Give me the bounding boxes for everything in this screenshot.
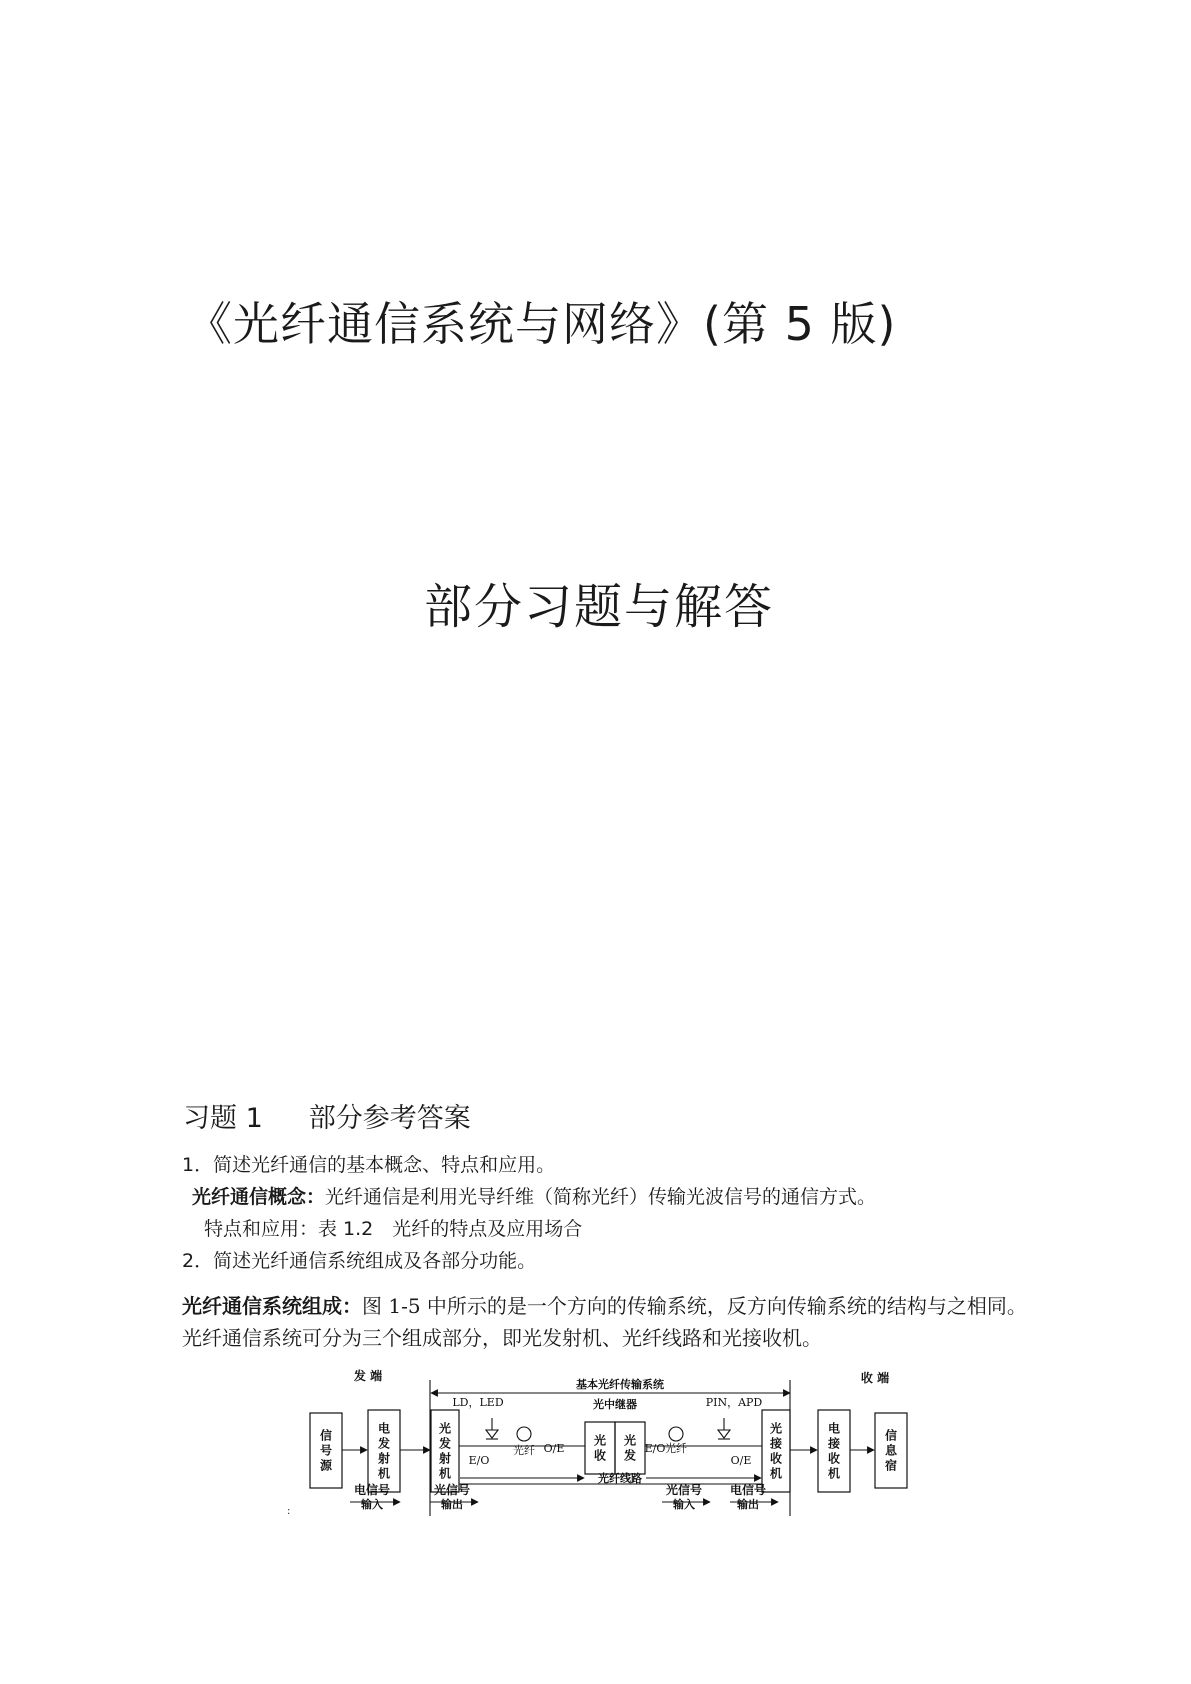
system-diagram [300,1366,920,1516]
opt-input-label-1: 光信号 [665,1483,703,1497]
electrical-receiver-box-char: 收 [827,1451,841,1466]
elec-input-label-1: 电信号 [353,1483,391,1497]
fiber-coil-icon-left [517,1427,531,1441]
photodiode-icon [718,1430,730,1438]
electrical-receiver-box-char: 接 [827,1436,841,1451]
recv-end-label: 收 端 [860,1371,890,1385]
send-end-label: 发 端 [353,1369,383,1383]
information-sink-box-char: 息 [884,1443,898,1458]
answer-2-text: 图 1-5 中所示的是一个方向的传输系统，反方向传输系统的结构与之相同。光纤通信系统可分为三个组成部分，即光发射机、光纤线路和光接收机。 [182,1294,1027,1350]
opt-input-label-2: 输入 [673,1498,695,1511]
repeater-transmitter-box-char: 发 [623,1448,637,1463]
information-sink-box-char: 宿 [884,1458,898,1473]
repeater-receiver-box-char: 光 [593,1433,607,1448]
document-subtitle: 部分习题与解答 [424,579,775,635]
answer-1-label: 光纤通信概念： [192,1186,326,1208]
optical-receiver-box-char: 接 [769,1436,783,1451]
signal-source-box-char: 号 [319,1443,333,1458]
elec-output-label-2: 输出 [737,1498,759,1511]
fiber-coil-icon-right [669,1427,683,1441]
opt-output-label-1: 光信号 [433,1483,471,1497]
ld-led-label: LD，LED [452,1396,504,1409]
optical-receiver-box-char: 收 [769,1451,783,1466]
electrical-transmitter-box-char: 发 [377,1436,391,1451]
laser-diode-icon [486,1430,498,1438]
question-1: 1．简述光纤通信的基本概念、特点和应用。 [182,1154,556,1176]
fiber-label-left: 光纤 [513,1444,535,1457]
electrical-transmitter-box-char: 射 [377,1451,391,1466]
optical-receiver-box-char: 机 [769,1466,783,1481]
eo-label-right: E/O [644,1442,666,1455]
fiber-label-right: 光纤 [665,1442,687,1455]
signal-source-box-char: 信 [319,1428,333,1443]
electrical-transmitter-box-char: 电 [377,1421,391,1436]
answer-1-features: 特点和应用：表 1.2 光纤的特点及应用场合 [204,1218,583,1240]
answer-1-text: 光纤通信是利用光导纤维（简称光纤）传输光波信号的通信方式。 [325,1186,877,1208]
section-heading [183,1096,471,1135]
elec-output-label-1: 电信号 [729,1483,767,1497]
optical-transmitter-box-char: 机 [438,1466,452,1481]
section-heading-number: 习题 1 [183,1103,263,1134]
oe-label-right: O/E [730,1454,752,1467]
signal-source-box-char: 源 [319,1458,333,1473]
electrical-receiver-box-char: 机 [827,1466,841,1481]
optical-receiver-box-char: 光 [769,1421,783,1436]
answer-1-concept [192,1182,876,1209]
pin-apd-label: PIN，APD [705,1396,763,1409]
stray-mark: : [287,1506,291,1517]
optical-transmitter-box-char: 发 [438,1436,452,1451]
section-heading-text: 部分参考答案 [308,1103,471,1134]
eo-label-left: E/O [468,1454,490,1467]
fiber-line-label: 光纤线路 [598,1472,642,1485]
answer-2-paragraph [182,1290,1032,1354]
opt-output-label-2: 输出 [441,1498,463,1511]
repeater-label: 光中继器 [593,1398,637,1411]
information-sink-box-char: 信 [884,1428,898,1443]
repeater-receiver-box-char: 收 [593,1448,607,1463]
elec-input-label-2: 输入 [361,1498,383,1511]
oe-label-left: O/E [543,1442,565,1455]
electrical-transmitter-box-char: 机 [377,1466,391,1481]
answer-2-label: 光纤通信系统组成： [182,1294,362,1318]
optical-transmitter-box-char: 光 [438,1421,452,1436]
optical-transmitter-box-char: 射 [438,1451,452,1466]
repeater-transmitter-box-char: 光 [623,1433,637,1448]
electrical-receiver-box-char: 电 [827,1421,841,1436]
basic-system-label: 基本光纤传输系统 [576,1378,664,1391]
question-2: 2．简述光纤通信系统组成及各部分功能。 [182,1250,537,1272]
document-title: 《光纤通信系统与网络》(第 5 版) [186,297,897,351]
